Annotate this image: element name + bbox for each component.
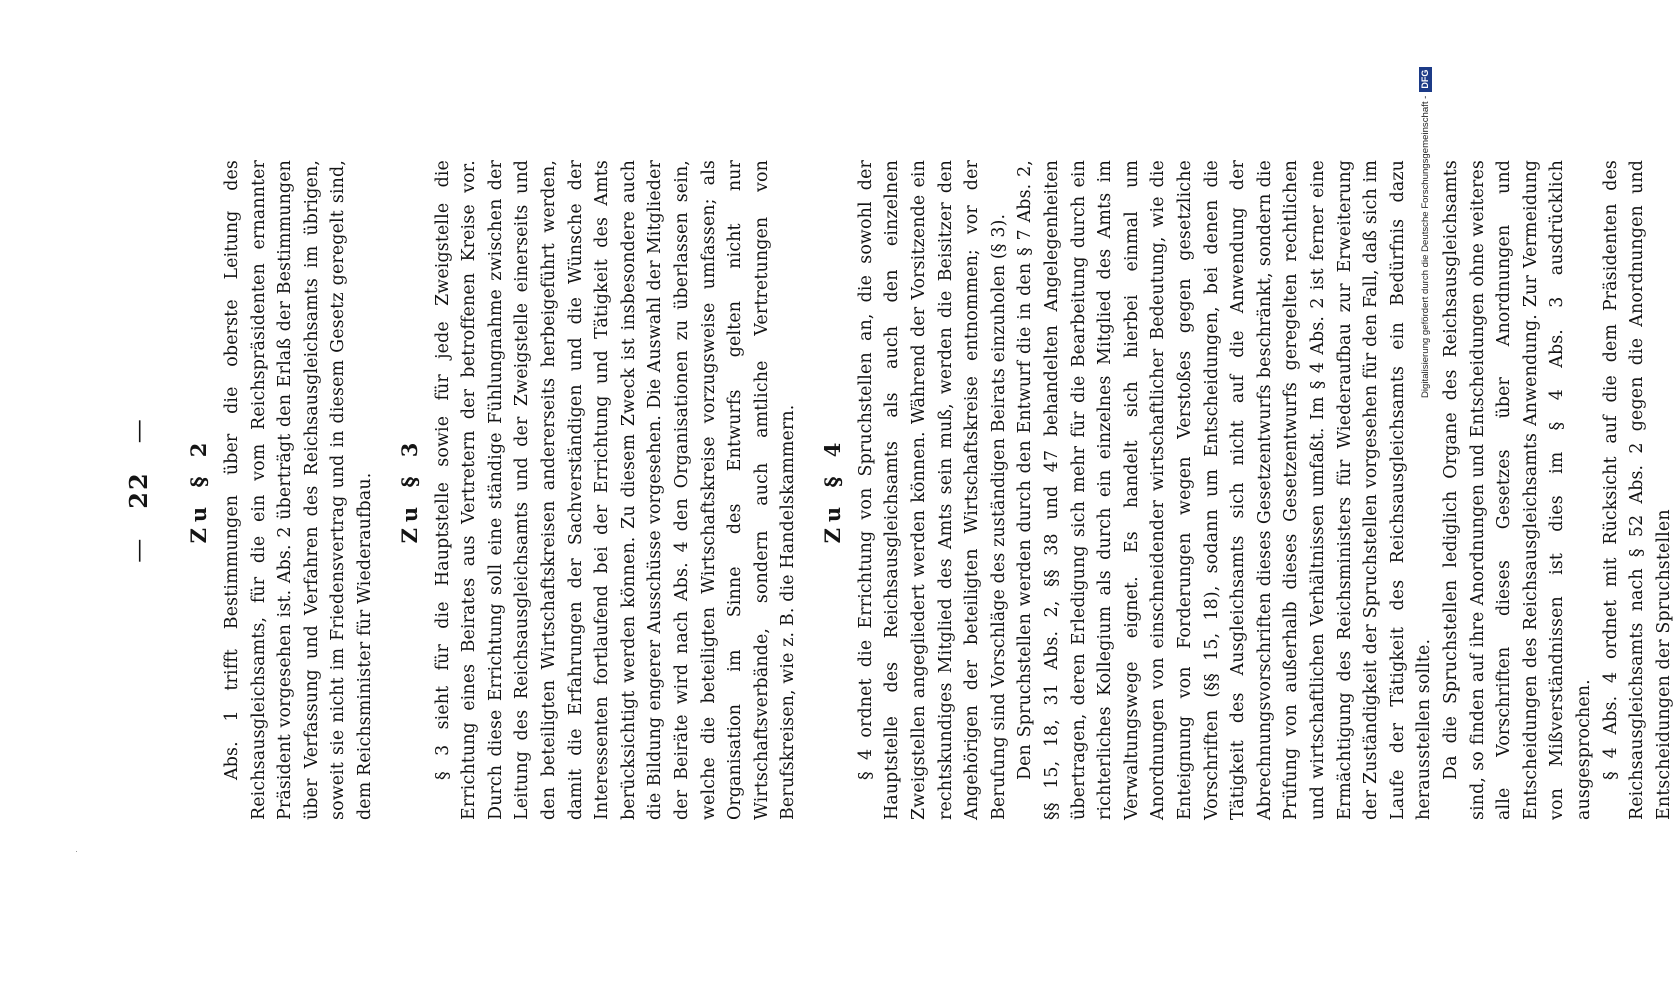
credit-text: Digitalisierung gefördert durch die Deutsche Forschungsgemeinschaft - — [1419, 95, 1431, 398]
paragraph: § 3 sieht für die Hauptstelle sowie für jede Zweigstelle die Errichtung eines Beirates aus Vertretern der betroffenen Kreise vor. Durch diese Errichtung soll eine ständige Fühlungnahme zwischen der Leitung des Reichsausgleichsamts und der Zweigstelle einerseits und den beteiligten Wirtschaftskreisen andererseits herbeigeführt werden, damit die Erfahrungen der Sachverständigen und die Wünsche der Interessenten fortlaufend bei der Errichtung und Tätigkeit des Amts berücksichtigt werden können. Zu diesem Zweck ist insbesondere auch die Bildung engerer Ausschüsse vorgesehen. Die Auswahl der Mitglieder der Beiräte wird nach Abs. 4 den Organisationen zu überlassen sein, welche die beteiligten Wirtschaftskreise vorzugsweise umfassen; als Organisation im Sinne des Entwurfs gelten nicht nur Wirtschaftsverbände, sondern auch amtliche Vertretungen von Berufskreisen, wie z. B. die Handelskammern. — [432, 160, 799, 820]
header-dash-left: — — [124, 536, 152, 563]
paragraph: Abs. 1 trifft Bestimmungen über die oberste Leitung des Reichsausgleichsamts, für die ein vom Reichspräsidenten ernannter Präsident vorgesehen ist. Abs. 2 überträgt den Erlaß der Bestimmungen über Verfassung und Verfahren des Reichsausgleichsamts im übrigen, soweit sie nicht im Friedensvertrag und in diesem Gesetz geregelt sind, dem Reichsminister für Wiederaufbau. — [222, 160, 375, 820]
section-3 — [397, 160, 802, 820]
paragraph: Den Spruchstellen werden durch den Entwurf die in den § 7 Abs. 2, §§ 15, 18, 31 Abs. 2, §§ 38 und 47 behandelten Angelegenheiten übertragen, deren Erledigung sich mehr für die Bearbeitung durch ein richterliches Kollegium als durch ein einzelnes Mitglied des Amts im Verwaltungswege eignet. Es handelt sich hierbei einmal um Anordnungen von einschneidender wirtschaftlicher Bedeutung, wie die Enteignung von Forderungen wegen Verstoßes gegen gesetzliche Vorschriften (§§ 15, 18), sodann um Entscheidungen, bei denen die Tätigkeit des Ausgleichsamts sich nicht auf die Anwendung der Abrechnungsvorschriften dieses Gesetzentwurfs beschränkt, sondern die Prüfung von außerhalb dieses Gesetzentwurfs geregelten rechtlichen und wirtschaftlichen Verhältnissen umfaßt. Im § 4 Abs. 2 ist ferner eine Ermächtigung des Reichsministers für Wiederaufbau zur Erweiterung der Zuständigkeit der Spruchstellen vorgesehen für den Fall, daß sich im Laufe der Tätigkeit des Reichsausgleichsamts ein Bedürfnis dazu herausstellen sollte. — [1015, 160, 1435, 820]
dfg-logo: DFG — [1419, 67, 1432, 92]
digitization-credit — [1418, 8, 1432, 398]
section-title: Zu § 2 — [186, 436, 211, 544]
page-number: 22 — [123, 471, 153, 509]
credit-rotated — [1418, 8, 1432, 398]
section-title: Zu § 4 — [819, 436, 845, 544]
section-2 — [186, 160, 379, 820]
paragraph: Da die Spruchstellen lediglich Organe des Reichsausgleichsamts sind, so finden auf ihre Anordnungen und Entscheidungen ohne weiteres alle Vorschriften dieses Gesetzes über Anordnungen und Entscheidungen des Reichsausgleichsamts Anwendung. Zur Vermeidung von Mißverständnissen ist dies im § 4 Abs. 3 ausdrücklich ausgesprochen. — [1440, 160, 1594, 820]
section-4 — [820, 160, 1677, 820]
paragraph: § 4 ordnet die Errichtung von Spruchstellen an, die sowohl der Hauptstelle des Reichsausgleichsamts als auch den einzelnen Zweigstellen angegliedert werden können. Während der Vorsitzende ein rechtskundiges Mitglied des Amts sein muß, werden die Beisitzer den Angehörigen der beteiligten Wirtschaftskreise entnommen; vor der Berufung sind Vorschläge des zuständigen Beirats einzuholen (§ 3). — [855, 160, 1009, 820]
paragraph: § 4 Abs. 4 ordnet mit Rücksicht auf die dem Präsidenten des Reichsausgleichsamts nach § 52 Abs. 2 gegen die Anordnungen und Entscheidungen der Spruchstellen — [1600, 160, 1674, 820]
section-title: Zu § 3 — [396, 436, 422, 544]
scan-speck — [76, 851, 77, 852]
header-dash-right: — — [124, 417, 152, 444]
page-header — [108, 160, 168, 820]
